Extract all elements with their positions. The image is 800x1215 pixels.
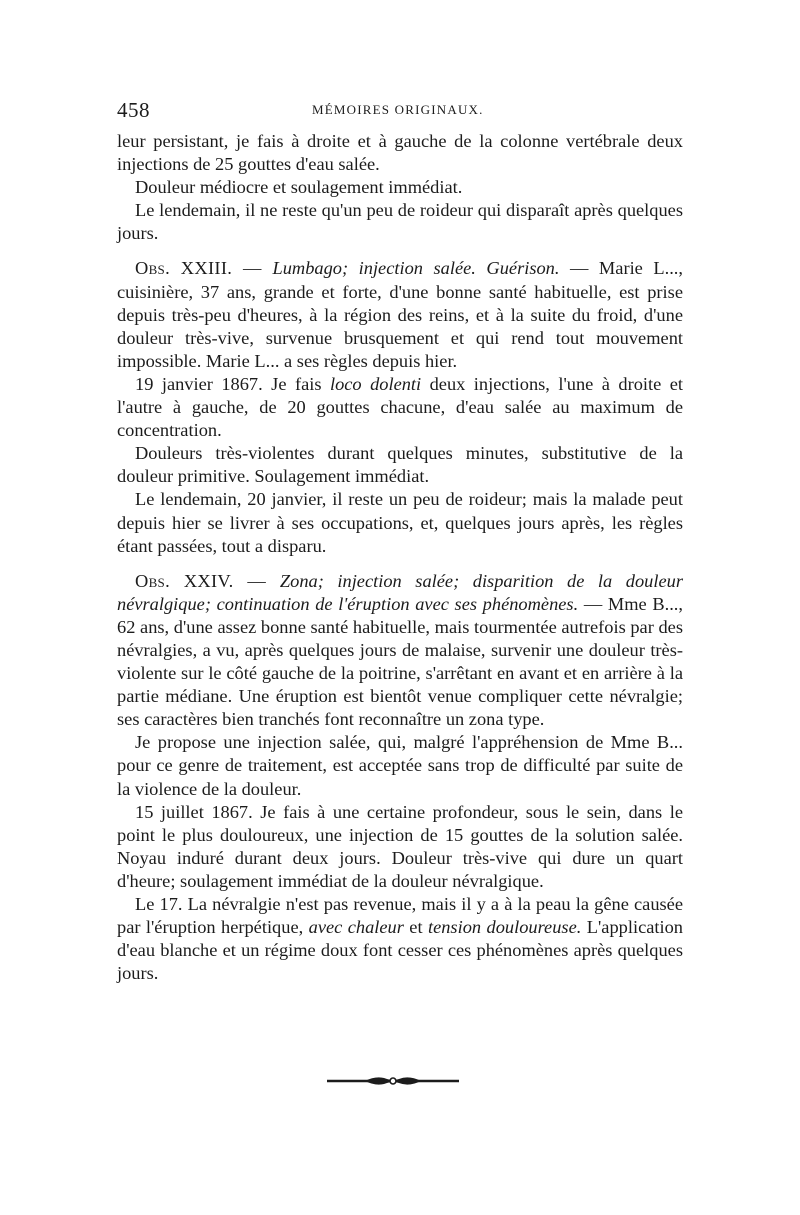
paragraph-text: — Mme B..., 62 ans, d'une assez bonne santé habituelle, mais tourmentée autrefois par des névralgies, a vu, après quelques jours de malaise, survenir une douleur très-violente sur le côté gauche de la poitrine, s'arrêtant en avant et en arrière à la partie médiane. Une éruption est bientôt venue compliquer cette névralgie; ses caractères bien tranchés font reconnaître un zona type. xyxy=(117,593,683,730)
paragraph xyxy=(117,893,683,985)
paragraph xyxy=(117,442,683,488)
paragraph-text: et xyxy=(403,917,428,938)
paragraph xyxy=(117,731,683,800)
paragraph-text: Douleurs très-violentes durant quelques minutes, substitutive de la douleur primitive. Soulagement immédiat. xyxy=(117,443,683,487)
paragraph-text: Douleur médiocre et soulagement immédiat. xyxy=(135,177,463,198)
italic-phrase: avec chaleur xyxy=(308,917,404,938)
observation-label: Obs. XXIII. — xyxy=(135,258,273,279)
paragraph-text: L'application d'eau blanche et un régime doux font cesser ces phénomènes après quelques jours. xyxy=(117,917,684,984)
observation-xxiii xyxy=(117,257,683,372)
paragraph-text: — Marie L..., cuisinière, 37 ans, grande et forte, d'une bonne santé habituelle, est prise depuis très-peu d'heures, à la région des reins, et à la suite du froid, d'une douleur très-vive, survenue brusquement et qui rend tout mouvement impossible. Marie L... a ses règles depuis hier. xyxy=(117,258,683,371)
paragraph xyxy=(117,373,683,442)
italic-phrase: tension douloureuse. xyxy=(427,917,582,938)
paragraph-text: leur persistant, je fais à droite et à gauche de la colonne vertébrale deux injections de 25 gouttes d'eau salée. xyxy=(117,131,683,175)
paragraph-text: 15 juillet 1867. Je fais à une certaine profondeur, sous le sein, dans le point le plus douloureux, une injection de 15 gouttes de la solution salée. Noyau induré durant deux jours. Douleur très-vive qui dure un quart d'heure; soulagement immédiat de la douleur névralgique. xyxy=(117,801,683,891)
paragraph xyxy=(117,199,683,245)
page-number: 458 xyxy=(117,98,150,122)
observation-label: Obs. XXIV. — xyxy=(135,570,280,591)
observation-title: Zona; injection salée; disparition de la douleur névralgique; continuation de l'éruption avec ses phénomènes. xyxy=(117,570,683,614)
running-head: MÉMOIRES ORIGINAUX. xyxy=(312,102,484,117)
italic-phrase: loco dolenti xyxy=(329,373,422,394)
observation-title: Lumbago; injection salée. Guérison. xyxy=(272,258,560,279)
end-ornament xyxy=(325,1073,461,1089)
paragraph xyxy=(117,130,683,176)
paragraph xyxy=(117,488,683,557)
paragraph-text: Le lendemain, 20 janvier, il reste un peu de roideur; mais la malade peut depuis hier se livrer à ses occupations, et, quelques jours après, les règles étant passées, tout a disparu. xyxy=(117,489,683,556)
observation-xxiv xyxy=(117,570,683,732)
paragraph-text: deux injections, l'une à droite et l'autre à gauche, de 20 gouttes chacune, d'eau salée au maximum de concentration. xyxy=(117,373,684,441)
paragraph-text: Je propose une injection salée, qui, malgré l'appréhension de Mme B... pour ce genre de traitement, est acceptée sans trop de difficulté par suite de la violence de la douleur. xyxy=(117,732,683,799)
paragraph xyxy=(117,801,683,893)
paragraph-text: 19 janvier 1867. Je fais xyxy=(135,373,330,394)
page-header xyxy=(117,98,684,124)
paragraph-text: Le 17. La névralgie n'est pas revenue, mais il y a à la peau la gêne causée par l'éruption herpétique, xyxy=(117,894,683,938)
paragraph-text: Le lendemain, il ne reste qu'un peu de roideur qui disparaît après quelques jours. xyxy=(117,200,683,244)
paragraph xyxy=(117,176,683,199)
body-text xyxy=(117,130,683,985)
